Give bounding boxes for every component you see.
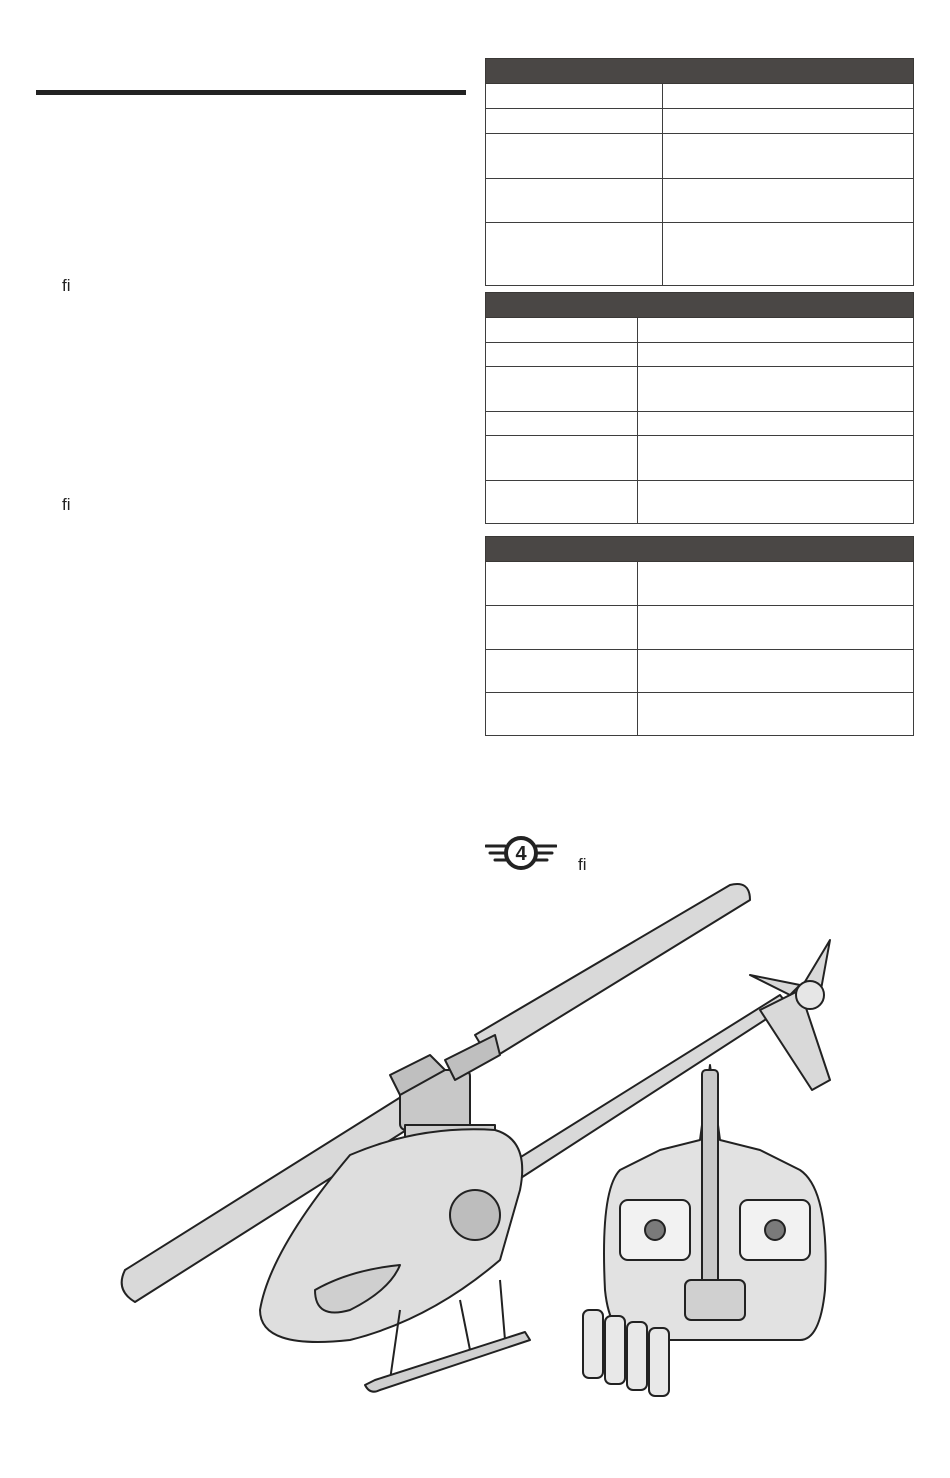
table-1-header — [486, 59, 914, 84]
badge-number: 4 — [515, 843, 527, 865]
spec-table-3 — [485, 536, 914, 736]
table-row — [486, 436, 914, 481]
spec-table-1 — [485, 58, 914, 286]
table-row — [486, 650, 914, 693]
table-row — [486, 343, 914, 367]
spec-table-2 — [485, 292, 914, 524]
table-row — [486, 179, 914, 223]
winged-number-badge-icon — [485, 834, 557, 874]
table-row — [486, 109, 914, 134]
section-rule — [36, 90, 466, 95]
table-3-header — [486, 537, 914, 562]
text-fragment-2: fi — [62, 495, 71, 514]
table-row — [486, 606, 914, 650]
text-fragment-1: fi — [62, 276, 71, 295]
table-row — [486, 412, 914, 436]
table-row — [486, 562, 914, 606]
table-row — [486, 223, 914, 286]
table-row — [486, 134, 914, 179]
table-row — [486, 84, 914, 109]
badge-text-fragment: fi — [578, 855, 587, 874]
product-illustration — [100, 870, 860, 1430]
table-row — [486, 693, 914, 736]
table-row — [486, 367, 914, 412]
table-2-header — [486, 293, 914, 318]
transmitter-icon — [604, 1065, 826, 1340]
table-row — [486, 481, 914, 524]
table-row — [486, 318, 914, 343]
